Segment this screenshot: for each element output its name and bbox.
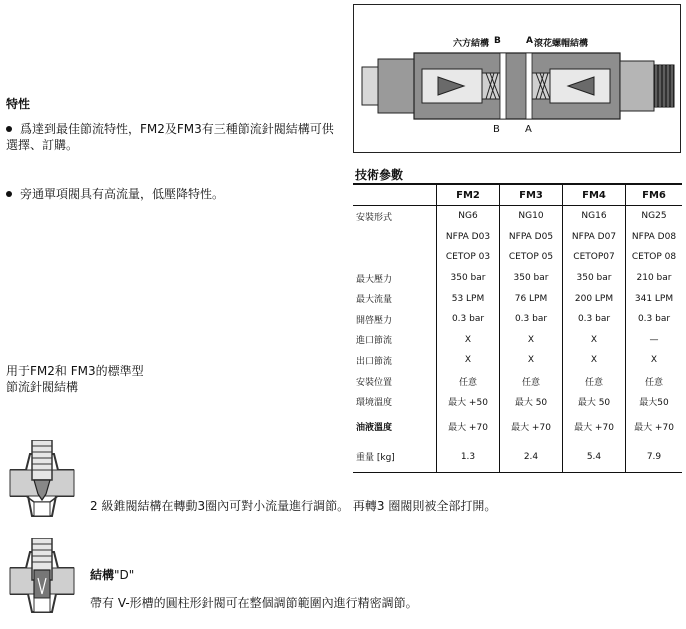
bullet-dot-icon — [6, 126, 12, 132]
table-row — [353, 247, 682, 268]
table-cell: X — [563, 350, 626, 371]
standard-type-line2: 節流針閥結構 — [6, 380, 79, 394]
table-cell: X — [437, 350, 500, 371]
port-b-top-label: B — [494, 36, 501, 46]
needle-valve-cone-icon — [6, 440, 78, 530]
table-header-blank — [353, 184, 437, 206]
table-row — [353, 350, 682, 371]
table-header-row — [353, 184, 682, 206]
table-row — [353, 206, 682, 227]
port-b-bottom-label: B — [493, 124, 500, 135]
standard-type-line1: 用于FM2和 FM3的標準型 — [6, 364, 144, 378]
valve-body-drawing — [354, 49, 680, 123]
port-a-bottom-label: A — [525, 124, 532, 135]
label-knurl-structure: 滾花螺帽結構 — [534, 39, 589, 49]
table-cell: 最大 50 — [500, 391, 563, 412]
table-cell: 210 bar — [626, 268, 683, 289]
table-cell: 任意 — [563, 371, 626, 392]
table-cell: 1.3 — [437, 442, 500, 473]
table-row-label: 進口節流 — [356, 336, 393, 347]
table-cell: CETOP07 — [563, 247, 626, 268]
table-row — [353, 309, 682, 330]
structure-d-title-suffix: "D" — [114, 568, 135, 582]
table-cell: 最大 +70 — [500, 412, 563, 442]
table-cell: CETOP 03 — [437, 247, 500, 268]
table-cell: NFPA D07 — [563, 227, 626, 248]
table-cell: NG25 — [626, 206, 683, 227]
table-cell: 0.3 bar — [500, 309, 563, 330]
table-cell: NFPA D08 — [626, 227, 683, 248]
table-cell: 任意 — [626, 371, 683, 392]
tech-data-table — [353, 183, 682, 473]
table-row-label: 安裝位置 — [356, 377, 393, 388]
table-row — [353, 268, 682, 289]
table-cell: 5.4 — [563, 442, 626, 473]
table-cell: 7.9 — [626, 442, 683, 473]
table-cell: — — [626, 330, 683, 351]
table-header-cell: FM6 — [626, 184, 683, 206]
feature-bullet-1-text: 爲達到最佳節流特性，FM2及FM3有三種節流針閥結構可供選擇、訂購。 — [6, 122, 334, 152]
table-cell: X — [626, 350, 683, 371]
table-row-label: 出口節流 — [356, 356, 393, 367]
table-cell: NFPA D05 — [500, 227, 563, 248]
standard-type-description: 2 級錐閥結構在轉動3圈內可對小流量進行調節。 再轉3 圈閥則被全部打開。 — [90, 499, 497, 513]
table-cell: NFPA D03 — [437, 227, 500, 248]
table-cell: NG6 — [437, 206, 500, 227]
table-cell: X — [500, 350, 563, 371]
label-hex-structure: 六方結構 — [453, 39, 490, 49]
port-a-top-label: A — [526, 36, 533, 46]
structure-d-description: 帶有 V-形槽的圓柱形針閥可在整個調節範圍內進行精密調節。 — [90, 596, 418, 610]
table-row-label: 環境溫度 — [356, 398, 393, 409]
table-row-label — [353, 227, 437, 248]
table-cell: 最大 50 — [563, 391, 626, 412]
table-cell: CETOP 05 — [500, 247, 563, 268]
structure-d-title-main: 結構 — [90, 568, 115, 582]
table-cell: 最大 +70 — [563, 412, 626, 442]
table-header-cell: FM4 — [563, 184, 626, 206]
tech-data-title: 技術參數 — [355, 168, 404, 182]
table-cell: 0.3 bar — [626, 309, 683, 330]
table-cell: 341 LPM — [626, 288, 683, 309]
valve-cross-section-diagram — [353, 4, 681, 153]
feature-bullet-1 — [6, 121, 336, 153]
features-heading: 特性 — [6, 97, 31, 111]
table-row-label — [353, 247, 437, 268]
table-cell: 最大 +70 — [437, 412, 500, 442]
feature-bullet-2-text: 旁通單項閥具有高流量，低壓降特性。 — [20, 187, 225, 201]
table-cell: NG16 — [563, 206, 626, 227]
table-cell: 53 LPM — [437, 288, 500, 309]
table-row — [353, 288, 682, 309]
table-cell: CETOP 08 — [626, 247, 683, 268]
table-cell: 76 LPM — [500, 288, 563, 309]
table-row — [353, 391, 682, 412]
table-header-cell: FM2 — [437, 184, 500, 206]
table-header-cell: FM3 — [500, 184, 563, 206]
table-row-label: 重量 [kg] — [353, 442, 437, 473]
table-row-label: 油液溫度 — [356, 423, 393, 434]
table-cell: 任意 — [500, 371, 563, 392]
table-row — [353, 227, 682, 248]
needle-valve-v-groove-icon — [6, 538, 78, 626]
table-cell: 350 bar — [500, 268, 563, 289]
table-cell: NG10 — [500, 206, 563, 227]
table-cell: 最大 +70 — [626, 412, 683, 442]
table-cell: 0.3 bar — [437, 309, 500, 330]
table-cell: X — [500, 330, 563, 351]
table-row-label: 安裝形式 — [356, 212, 393, 223]
table-cell: X — [437, 330, 500, 351]
table-row-label: 最大流量 — [356, 295, 393, 306]
table-row — [353, 442, 682, 473]
structure-d-title — [90, 566, 134, 583]
table-row — [353, 371, 682, 392]
table-cell: 最大50 — [626, 391, 683, 412]
standard-type-title — [6, 363, 144, 395]
table-cell: 0.3 bar — [563, 309, 626, 330]
table-row-label: 最大壓力 — [356, 274, 393, 285]
table-row — [353, 412, 682, 442]
feature-bullet-2 — [6, 186, 336, 202]
table-row — [353, 330, 682, 351]
table-cell: 350 bar — [563, 268, 626, 289]
bullet-dot-icon — [6, 191, 12, 197]
table-cell: 2.4 — [500, 442, 563, 473]
table-row-label: 開啓壓力 — [356, 315, 393, 326]
table-cell: 200 LPM — [563, 288, 626, 309]
table-cell: X — [563, 330, 626, 351]
table-cell: 350 bar — [437, 268, 500, 289]
table-cell: 任意 — [437, 371, 500, 392]
table-cell: 最大 +50 — [437, 391, 500, 412]
